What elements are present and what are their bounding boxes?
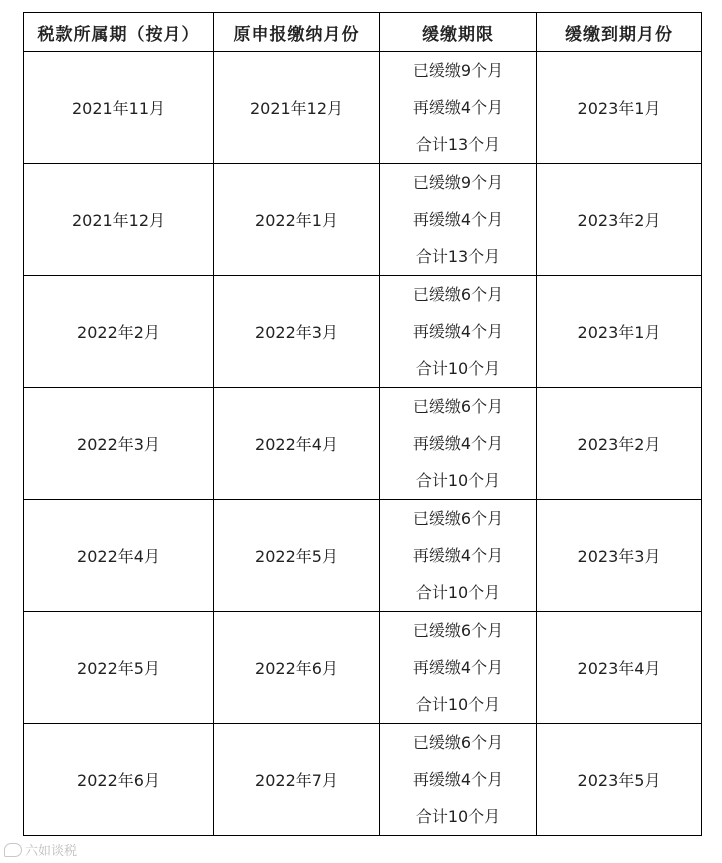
term-deferred: 已缓缴6个月 xyxy=(412,621,504,640)
cell-declared-month: 2021年12月 xyxy=(214,52,380,164)
watermark xyxy=(4,840,77,859)
cell-due-month: 2023年4月 xyxy=(537,612,702,724)
term-deferred: 已缓缴6个月 xyxy=(412,509,504,528)
term-extended: 再缓缴4个月 xyxy=(412,770,504,789)
table-row xyxy=(24,276,702,388)
term-total: 合计10个月 xyxy=(415,471,501,490)
table-row xyxy=(24,612,702,724)
cell-due-month: 2023年2月 xyxy=(537,164,702,276)
cell-declared-month: 2022年3月 xyxy=(214,276,380,388)
cell-deferral-term xyxy=(380,52,537,164)
term-total: 合计13个月 xyxy=(415,135,501,154)
term-total: 合计10个月 xyxy=(415,807,501,826)
deferral-table xyxy=(23,12,702,836)
term-deferred: 已缓缴6个月 xyxy=(412,397,504,416)
cell-declared-month: 2022年1月 xyxy=(214,164,380,276)
table-row xyxy=(24,500,702,612)
term-total: 合计10个月 xyxy=(415,583,501,602)
cell-due-month: 2023年1月 xyxy=(537,276,702,388)
cell-deferral-term xyxy=(380,724,537,836)
cell-declared-month: 2022年5月 xyxy=(214,500,380,612)
term-deferred: 已缓缴6个月 xyxy=(412,733,504,752)
cell-tax-period: 2021年11月 xyxy=(24,52,214,164)
term-extended: 再缓缴4个月 xyxy=(412,658,504,677)
header-row xyxy=(24,13,702,52)
table-row xyxy=(24,52,702,164)
cell-deferral-term xyxy=(380,388,537,500)
header-deferral-term: 缓缴期限 xyxy=(380,13,537,52)
cell-tax-period: 2021年12月 xyxy=(24,164,214,276)
cell-tax-period: 2022年3月 xyxy=(24,388,214,500)
table-row xyxy=(24,724,702,836)
cell-due-month: 2023年2月 xyxy=(537,388,702,500)
cell-due-month: 2023年1月 xyxy=(537,52,702,164)
cell-declared-month: 2022年7月 xyxy=(214,724,380,836)
term-extended: 再缓缴4个月 xyxy=(412,98,504,117)
header-declared-month: 原申报缴纳月份 xyxy=(214,13,380,52)
cell-due-month: 2023年5月 xyxy=(537,724,702,836)
cell-deferral-term xyxy=(380,612,537,724)
term-extended: 再缓缴4个月 xyxy=(412,210,504,229)
term-total: 合计10个月 xyxy=(415,359,501,378)
term-total: 合计13个月 xyxy=(415,247,501,266)
term-extended: 再缓缴4个月 xyxy=(412,546,504,565)
header-tax-period: 税款所属期（按月） xyxy=(24,13,214,52)
term-total: 合计10个月 xyxy=(415,695,501,714)
term-deferred: 已缓缴6个月 xyxy=(412,285,504,304)
cell-deferral-term xyxy=(380,500,537,612)
cell-deferral-term xyxy=(380,276,537,388)
term-extended: 再缓缴4个月 xyxy=(412,434,504,453)
cell-tax-period: 2022年4月 xyxy=(24,500,214,612)
term-deferred: 已缓缴9个月 xyxy=(412,61,504,80)
term-deferred: 已缓缴9个月 xyxy=(412,173,504,192)
chat-bubble-icon xyxy=(4,843,22,857)
watermark-text: 六如谈税 xyxy=(25,844,78,859)
cell-tax-period: 2022年5月 xyxy=(24,612,214,724)
cell-tax-period: 2022年2月 xyxy=(24,276,214,388)
term-extended: 再缓缴4个月 xyxy=(412,322,504,341)
cell-due-month: 2023年3月 xyxy=(537,500,702,612)
cell-deferral-term xyxy=(380,164,537,276)
cell-declared-month: 2022年4月 xyxy=(214,388,380,500)
header-due-month: 缓缴到期月份 xyxy=(537,13,702,52)
table-row xyxy=(24,164,702,276)
cell-declared-month: 2022年6月 xyxy=(214,612,380,724)
cell-tax-period: 2022年6月 xyxy=(24,724,214,836)
table-row xyxy=(24,388,702,500)
